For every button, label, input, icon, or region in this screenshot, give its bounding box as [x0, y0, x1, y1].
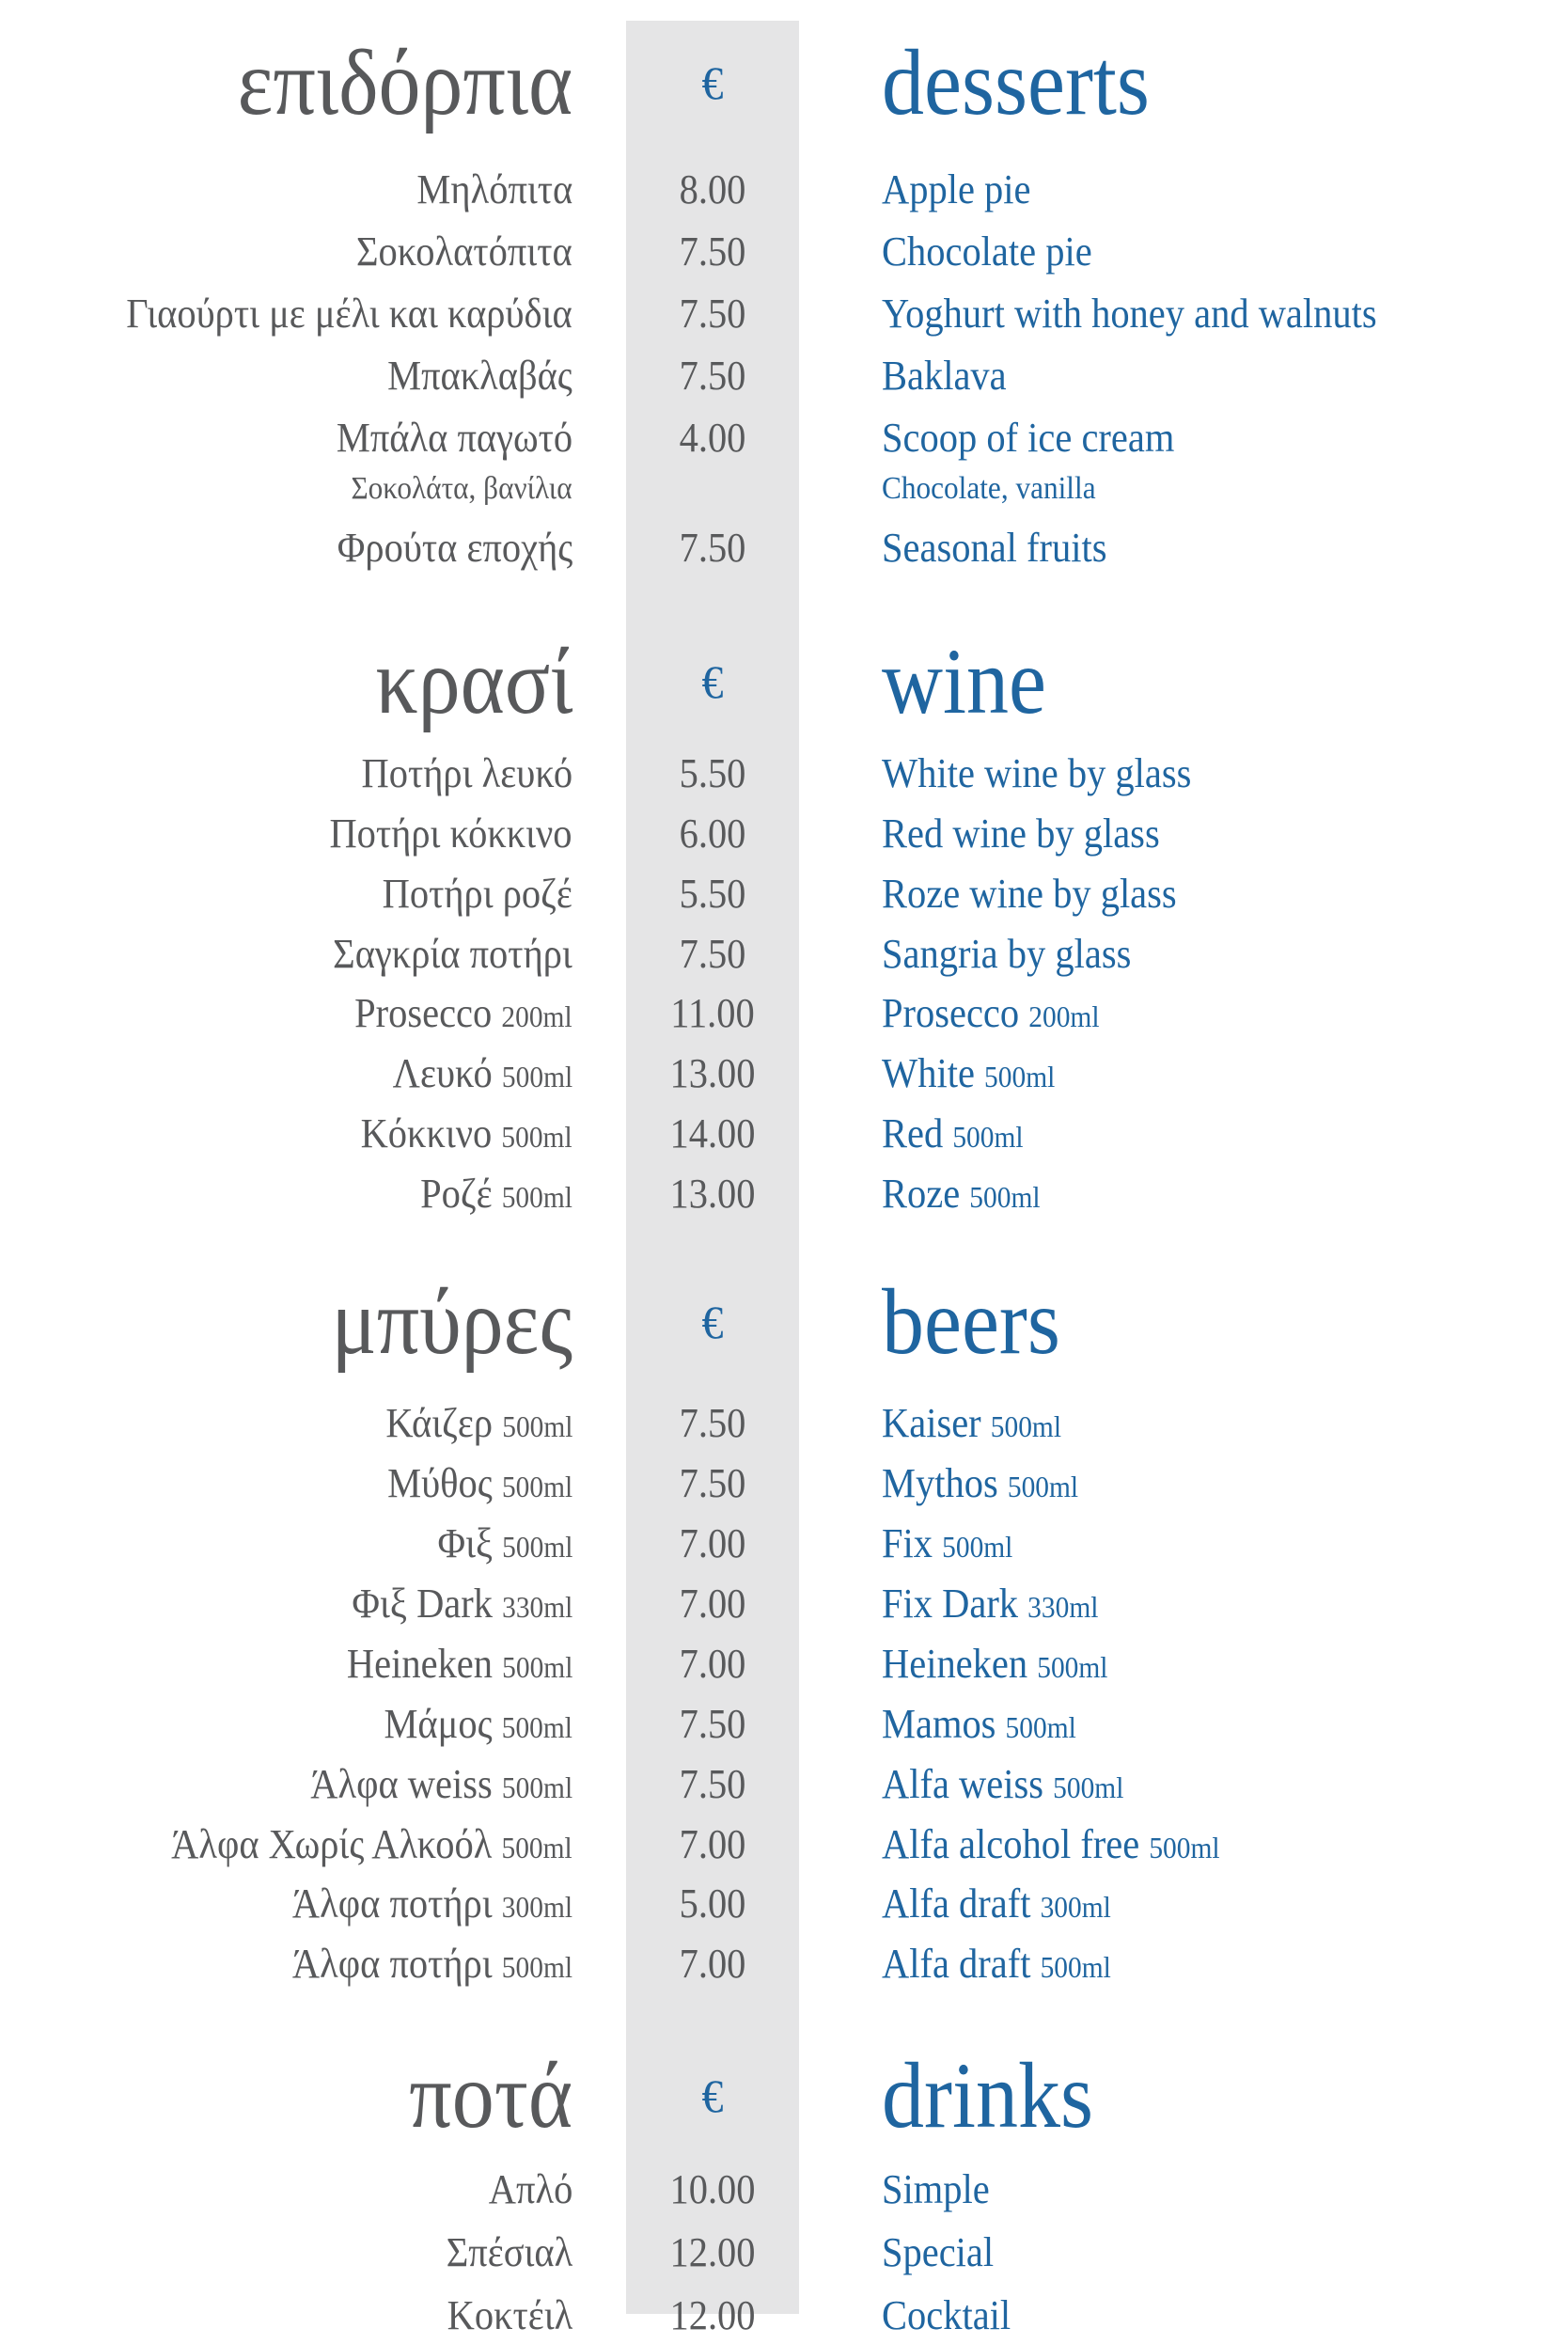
section-header-desserts	[0, 26, 1568, 139]
menu-item	[0, 520, 1568, 576]
greek-item-name: Ποτήρι κόκκινο	[329, 810, 572, 857]
english-item-volume: 500ml	[984, 1060, 1056, 1093]
menu-item	[0, 286, 1568, 342]
greek-item-name: Άλφα ποτήρι	[291, 1941, 493, 1987]
english-item-name: Chocolate pie	[882, 228, 1092, 275]
section-header-beers	[0, 1266, 1568, 1378]
greek-item-volume: 300ml	[501, 1890, 572, 1924]
greek-item-name: Κόκκινο	[360, 1110, 493, 1156]
greek-item-name: Prosecco	[354, 990, 493, 1036]
english-item-volume: 500ml	[942, 1530, 1013, 1564]
item-price: 14.00	[669, 1110, 756, 1156]
english-item-volume: 500ml	[1053, 1770, 1124, 1804]
item-price: 7.00	[679, 1520, 746, 1566]
english-section-title: drinks	[882, 2043, 1093, 2147]
item-price: 12.00	[669, 2229, 756, 2275]
english-section-title: wine	[882, 629, 1046, 733]
english-item-volume: 500ml	[990, 1409, 1062, 1443]
greek-item-volume: 500ml	[501, 1950, 572, 1984]
english-item-volume: 500ml	[1149, 1831, 1220, 1864]
greek-item-volume: 500ml	[501, 1409, 572, 1443]
menu-item	[0, 1817, 1568, 1873]
english-item-name: Apple pie	[882, 166, 1031, 212]
item-price: 7.00	[679, 1821, 746, 1867]
item-price: 7.50	[679, 525, 746, 571]
menu-item	[0, 1395, 1568, 1452]
section-header-drinks	[0, 2039, 1568, 2152]
menu-item	[0, 926, 1568, 983]
english-item-name: Heineken	[882, 1641, 1028, 1687]
greek-item-volume: 500ml	[501, 1770, 572, 1804]
english-item-volume: 500ml	[1007, 1470, 1079, 1503]
item-price: 6.00	[679, 810, 746, 857]
greek-item-name: Ποτήρι λευκό	[361, 750, 572, 796]
greek-item-name: Μύθος	[386, 1460, 493, 1506]
menu-item	[0, 224, 1568, 280]
menu-item	[0, 985, 1568, 1042]
greek-item-volume: 200ml	[501, 999, 572, 1033]
english-item-name: Kaiser	[882, 1400, 981, 1446]
menu-item	[0, 746, 1568, 802]
item-price: 7.50	[679, 1400, 746, 1446]
item-price: 5.50	[679, 871, 746, 917]
english-item-name: Yoghurt with honey and walnuts	[882, 291, 1377, 337]
greek-item-name: Heineken	[346, 1641, 493, 1687]
english-item-name: Alfa alcohol free	[882, 1821, 1140, 1867]
english-item-name: Special	[882, 2229, 995, 2275]
english-item-name: Red	[882, 1110, 944, 1156]
english-item-name: Fix	[882, 1520, 933, 1566]
item-price: 12.00	[669, 2292, 756, 2338]
english-item-name: Simple	[882, 2166, 990, 2212]
english-item-volume: 300ml	[1040, 1890, 1111, 1924]
greek-section-title: επιδόρπια	[237, 30, 572, 134]
menu-item	[0, 1696, 1568, 1753]
greek-item-name: Γιαούρτι με μέλι και καρύδια	[126, 291, 572, 337]
greek-item-volume: 500ml	[501, 1470, 572, 1503]
item-price: 4.00	[679, 415, 746, 461]
menu-item	[0, 1756, 1568, 1813]
euro-icon: €	[701, 2069, 724, 2122]
greek-item-volume: 500ml	[501, 1060, 572, 1093]
greek-item-volume: 500ml	[501, 1650, 572, 1684]
item-price: 13.00	[669, 1050, 756, 1096]
english-item-name: Seasonal fruits	[882, 525, 1107, 571]
english-item-name: Alfa weiss	[882, 1761, 1044, 1807]
english-item-name: Mamos	[882, 1701, 996, 1747]
item-price: 7.50	[679, 1761, 746, 1807]
greek-section-title: ποτά	[409, 2043, 572, 2147]
menu-item	[0, 348, 1568, 404]
greek-item-name: Άλφα Χωρίς Αλκοόλ	[171, 1821, 493, 1867]
greek-section-title: μπύρες	[331, 1269, 572, 1374]
item-price: 7.50	[679, 228, 746, 275]
greek-item-name: Σοκολατόπιτα	[356, 228, 572, 275]
item-price: 7.50	[679, 931, 746, 977]
english-item-name: Alfa draft	[882, 1941, 1031, 1987]
euro-icon: €	[701, 655, 724, 708]
english-item-name: Mythos	[882, 1460, 998, 1506]
greek-item-name: Μπάλα παγωτό	[336, 415, 572, 461]
menu-item	[0, 1166, 1568, 1222]
english-item-volume: 330ml	[1027, 1590, 1099, 1624]
english-item-volume: 500ml	[952, 1120, 1024, 1154]
menu-item	[0, 410, 1568, 466]
menu-item	[0, 2288, 1568, 2344]
english-item-volume: 200ml	[1028, 999, 1100, 1033]
greek-item-name: Ποτήρι ροζέ	[382, 871, 572, 917]
greek-item-name: Μάμος	[384, 1701, 493, 1747]
greek-item-volume: 500ml	[501, 1710, 572, 1744]
greek-item-name: Φιξ	[437, 1520, 493, 1566]
greek-item-name: Μπακλαβάς	[387, 353, 572, 399]
english-item-volume: 500ml	[1037, 1650, 1108, 1684]
item-price: 7.00	[679, 1581, 746, 1627]
english-item-volume: 500ml	[1005, 1710, 1076, 1744]
english-section-title: beers	[882, 1269, 1060, 1374]
english-item-name: White	[882, 1050, 975, 1096]
english-item-note: Chocolate, vanilla	[882, 471, 1096, 506]
euro-icon: €	[701, 56, 724, 109]
greek-section-title: κρασί	[374, 629, 572, 733]
item-price: 7.50	[679, 353, 746, 399]
greek-item-name: Σαγκρία ποτήρι	[333, 931, 572, 977]
item-price: 7.50	[679, 1460, 746, 1506]
greek-item-name: Άλφα ποτήρι	[291, 1880, 493, 1927]
menu-item	[0, 1636, 1568, 1692]
english-item-name: Sangria by glass	[882, 931, 1132, 977]
english-item-name: Fix Dark	[882, 1581, 1019, 1627]
english-item-name: Prosecco	[882, 990, 1020, 1036]
english-item-name: Red wine by glass	[882, 810, 1160, 857]
english-item-name: Roze wine by glass	[882, 871, 1177, 917]
menu-item	[0, 1106, 1568, 1162]
english-item-volume: 500ml	[1040, 1950, 1111, 1984]
greek-item-volume: 500ml	[501, 1530, 572, 1564]
english-item-name: Alfa draft	[882, 1880, 1031, 1927]
item-price: 7.00	[679, 1941, 746, 1987]
item-price: 7.00	[679, 1641, 746, 1687]
greek-item-name: Άλφα weiss	[310, 1761, 493, 1807]
english-item-name: Roze	[882, 1171, 961, 1217]
menu-item	[0, 162, 1568, 218]
greek-item-name: Σπέσιαλ	[446, 2229, 572, 2275]
item-price: 5.00	[679, 1880, 746, 1927]
greek-item-name: Λευκό	[392, 1050, 493, 1096]
greek-item-name: Μηλόπιτα	[416, 166, 572, 212]
greek-item-name: Κάιζερ	[384, 1400, 493, 1446]
menu-item	[0, 1576, 1568, 1632]
greek-item-volume: 500ml	[501, 1831, 572, 1864]
menu-item	[0, 1046, 1568, 1102]
menu-item	[0, 2225, 1568, 2281]
greek-item-volume: 500ml	[501, 1180, 572, 1214]
greek-item-name: Απλό	[488, 2166, 572, 2212]
menu-item	[0, 1876, 1568, 1932]
euro-icon: €	[701, 1296, 724, 1348]
english-item-volume: 500ml	[969, 1180, 1041, 1214]
greek-item-volume: 500ml	[501, 1120, 572, 1154]
item-price: 8.00	[679, 166, 746, 212]
item-price: 13.00	[669, 1171, 756, 1217]
english-item-name: Baklava	[882, 353, 1007, 399]
menu-item	[0, 2162, 1568, 2218]
item-price: 10.00	[669, 2166, 756, 2212]
greek-item-name: Φρούτα εποχής	[337, 525, 572, 571]
english-item-name: White wine by glass	[882, 750, 1192, 796]
english-item-name: Cocktail	[882, 2292, 1011, 2338]
menu-item	[0, 1936, 1568, 1992]
menu-item	[0, 866, 1568, 922]
item-price: 5.50	[679, 750, 746, 796]
menu-item	[0, 806, 1568, 862]
greek-item-note: Σοκολάτα, βανίλια	[351, 471, 572, 506]
greek-item-name: Κοκτέιλ	[447, 2292, 572, 2338]
section-header-wine	[0, 625, 1568, 738]
greek-item-name: Ροζέ	[420, 1171, 493, 1217]
english-section-title: desserts	[882, 30, 1150, 134]
item-price: 11.00	[670, 990, 755, 1036]
menu-item	[0, 1455, 1568, 1512]
item-price: 7.50	[679, 1701, 746, 1747]
item-price: 7.50	[679, 291, 746, 337]
greek-item-volume: 330ml	[501, 1590, 572, 1624]
menu-item	[0, 1516, 1568, 1572]
english-item-name: Scoop of ice cream	[882, 415, 1175, 461]
menu-item-note	[0, 461, 1568, 517]
greek-item-name: Φιξ Dark	[352, 1581, 493, 1627]
